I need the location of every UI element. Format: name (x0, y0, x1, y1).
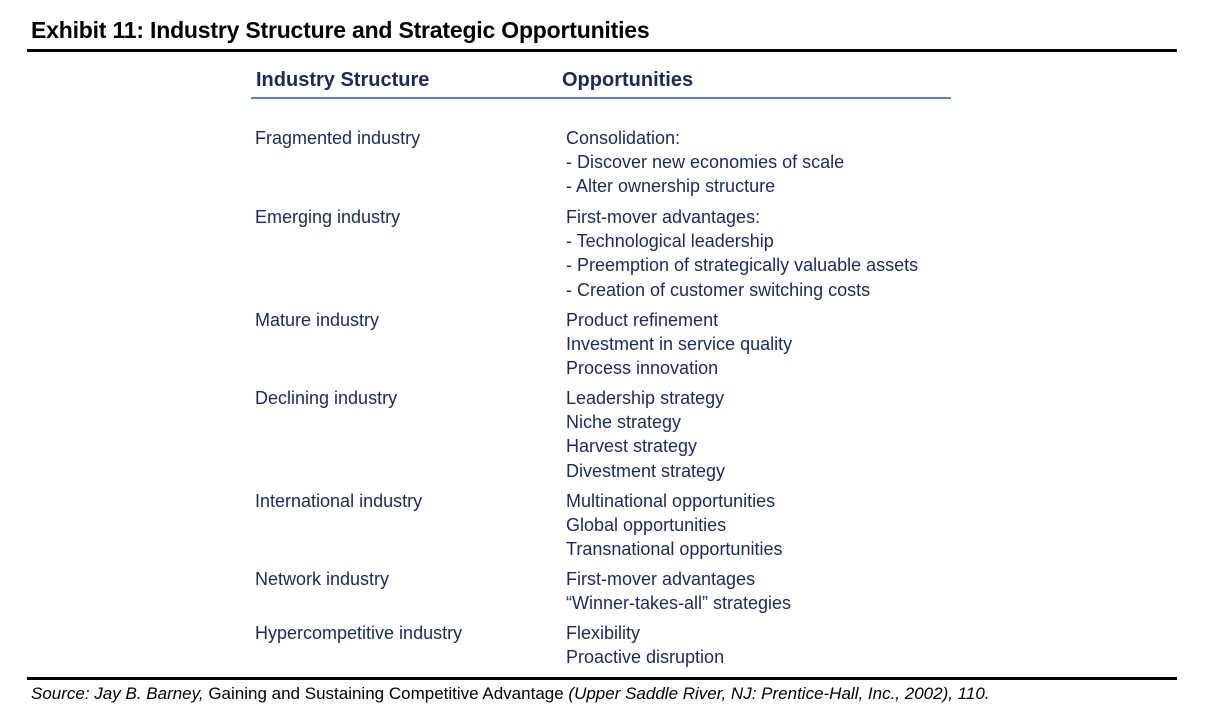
industry-structure-cell: Fragmented industry (255, 128, 421, 148)
industry-structure-cell: Emerging industry (255, 207, 401, 227)
industry-structure-cell: Network industry (255, 569, 390, 589)
source-prefix: Source: Jay B. Barney, (31, 684, 209, 703)
opportunities-cell (566, 205, 918, 302)
opportunity-line: - Technological leadership (566, 231, 774, 252)
opportunities-cell (566, 308, 792, 381)
opportunity-line: Consolidation: (566, 128, 681, 148)
column-header-opportunities: Opportunities (562, 69, 694, 91)
opportunity-line: Harvest strategy (566, 436, 698, 457)
industry-structure-cell: Mature industry (255, 310, 380, 330)
source-book-title: Gaining and Sustaining Competitive Advantage (208, 684, 564, 703)
opportunity-line: Proactive disruption (566, 647, 725, 668)
footer-divider (27, 677, 1177, 680)
opportunities-cell (566, 567, 791, 615)
title-divider (27, 49, 1177, 52)
opportunity-line: - Creation of customer switching costs (566, 279, 871, 300)
opportunity-line: - Preemption of strategically valuable assets (566, 255, 919, 276)
source-citation (31, 684, 990, 704)
opportunity-line: First-mover advantages: (566, 207, 761, 227)
opportunity-line: “Winner-takes-all” strategies (566, 593, 792, 614)
source-suffix: (Upper Saddle River, NJ: Prentice-Hall, Inc., 2002), 110. (563, 684, 990, 703)
header-divider (251, 97, 951, 99)
opportunities-cell (566, 489, 782, 562)
opportunity-line: Leadership strategy (566, 388, 725, 408)
opportunity-line: Global opportunities (566, 515, 727, 536)
opportunity-line: Niche strategy (566, 412, 682, 433)
opportunities-cell (566, 621, 724, 669)
opportunity-line: Process innovation (566, 358, 719, 379)
opportunity-line: Product refinement (566, 310, 719, 330)
opportunity-line: First-mover advantages (566, 569, 756, 589)
opportunity-line: Investment in service quality (566, 334, 793, 355)
opportunity-line: Multinational opportunities (566, 491, 776, 511)
opportunities-cell (566, 126, 844, 199)
opportunity-line: Divestment strategy (566, 460, 726, 481)
industry-structure-cell: Hypercompetitive industry (255, 623, 463, 643)
opportunity-line: - Alter ownership structure (566, 176, 776, 197)
opportunity-line: Flexibility (566, 623, 641, 643)
column-header-structure: Industry Structure (256, 69, 430, 91)
opportunity-line: - Discover new economies of scale (566, 152, 845, 173)
industry-structure-cell: Declining industry (255, 388, 398, 408)
opportunity-line: Transnational opportunities (566, 539, 783, 560)
opportunities-cell (566, 386, 725, 483)
industry-structure-cell: International industry (255, 491, 423, 511)
exhibit-title: Exhibit 11: Industry Structure and Strategic Opportunities (31, 17, 650, 43)
